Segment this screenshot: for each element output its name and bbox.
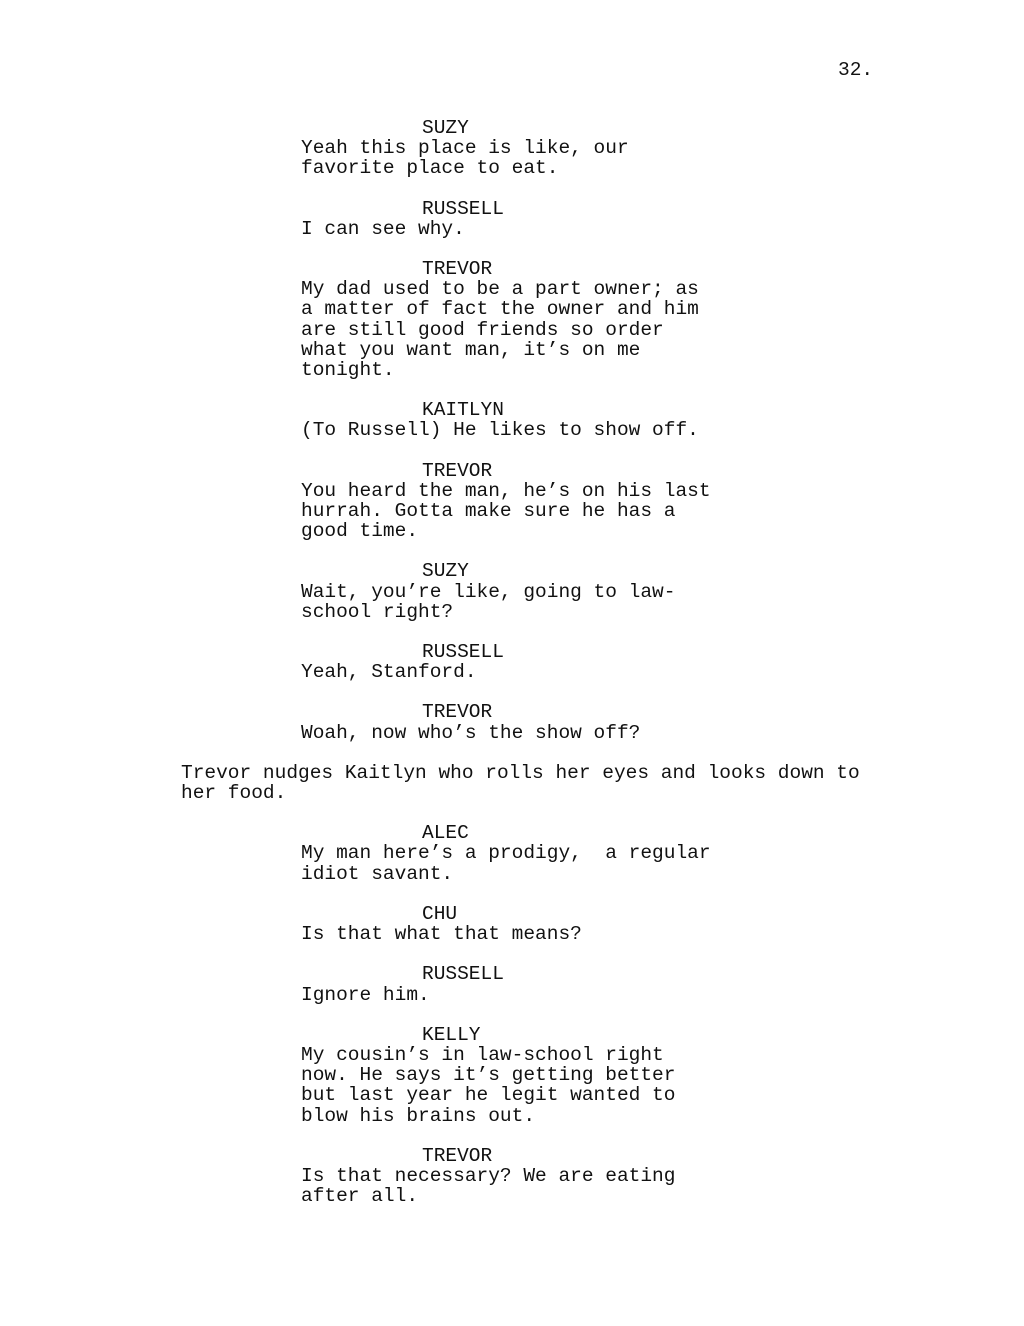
dialogue-block [0,964,1024,1004]
action-line: Trevor nudges Kaitlyn who rolls her eyes and looks down to [181,761,860,784]
character-name: TREVOR [422,459,493,482]
character-name: SUZY [422,117,469,139]
dialogue-block [0,702,1024,742]
dialogue-block [0,561,1024,622]
dialogue-line: but last year he legit wanted to [301,1084,676,1107]
dialogue-block [0,1146,1024,1207]
character-name: RUSSELL [422,641,504,664]
dialogue-line: My cousin’s in law-school right [301,1043,664,1066]
dialogue-line: I can see why. [301,217,465,240]
dialogue-block [0,461,1024,542]
character-name: TREVOR [422,1144,493,1167]
dialogue-block [0,823,1024,884]
dialogue-line: My dad used to be a part owner; as [301,278,699,301]
character-name: RUSSELL [422,197,504,220]
dialogue-block [0,642,1024,682]
dialogue-line: idiot savant. [301,862,454,885]
dialogue-block [0,199,1024,239]
dialogue-line: hurrah. Gotta make sure he has a [301,500,676,523]
dialogue-block [0,259,1024,380]
dialogue-line: a matter of fact the owner and him [301,298,699,321]
dialogue-line: Wait, you’re like, going to law- [301,580,676,603]
character-name: RUSSELL [422,963,504,986]
dialogue-line: after all. [301,1185,419,1208]
character-name: TREVOR [422,701,493,724]
dialogue-line: tonight. [301,359,395,382]
dialogue-line: favorite place to eat. [301,157,559,180]
page-number: 32. [838,59,874,81]
dialogue-line: Is that what that means? [301,923,582,946]
dialogue-line: school right? [301,600,454,623]
character-name: TREVOR [422,258,493,281]
action-block [0,763,1024,803]
dialogue-line: are still good friends so order [301,318,664,341]
dialogue-line: Ignore him. [301,983,430,1006]
dialogue-line: what you want man, it’s on me [301,338,641,361]
dialogue-block [0,118,1024,179]
character-name: CHU [422,902,458,925]
dialogue-line: Woah, now who’s the show off? [301,721,641,744]
screenplay-body [0,118,1024,1226]
character-name: ALEC [422,822,469,845]
dialogue-line: My man here’s a prodigy, a regular [301,842,711,865]
dialogue-line: (To Russell) He likes to show off. [301,419,699,442]
dialogue-line: now. He says it’s getting better [301,1064,676,1087]
dialogue-block [0,1025,1024,1126]
dialogue-line: Yeah this place is like, our [301,137,629,160]
dialogue-line: good time. [301,520,419,543]
character-name: KELLY [422,1023,481,1046]
dialogue-line: blow his brains out. [301,1104,536,1127]
character-name: KAITLYN [422,399,504,422]
dialogue-line: Is that necessary? We are eating [301,1164,676,1187]
dialogue-line: Yeah, Stanford. [301,661,477,684]
dialogue-line: You heard the man, he’s on his last [301,479,711,502]
dialogue-block [0,400,1024,440]
action-line: her food. [181,782,287,805]
character-name: SUZY [422,560,469,583]
dialogue-block [0,904,1024,944]
